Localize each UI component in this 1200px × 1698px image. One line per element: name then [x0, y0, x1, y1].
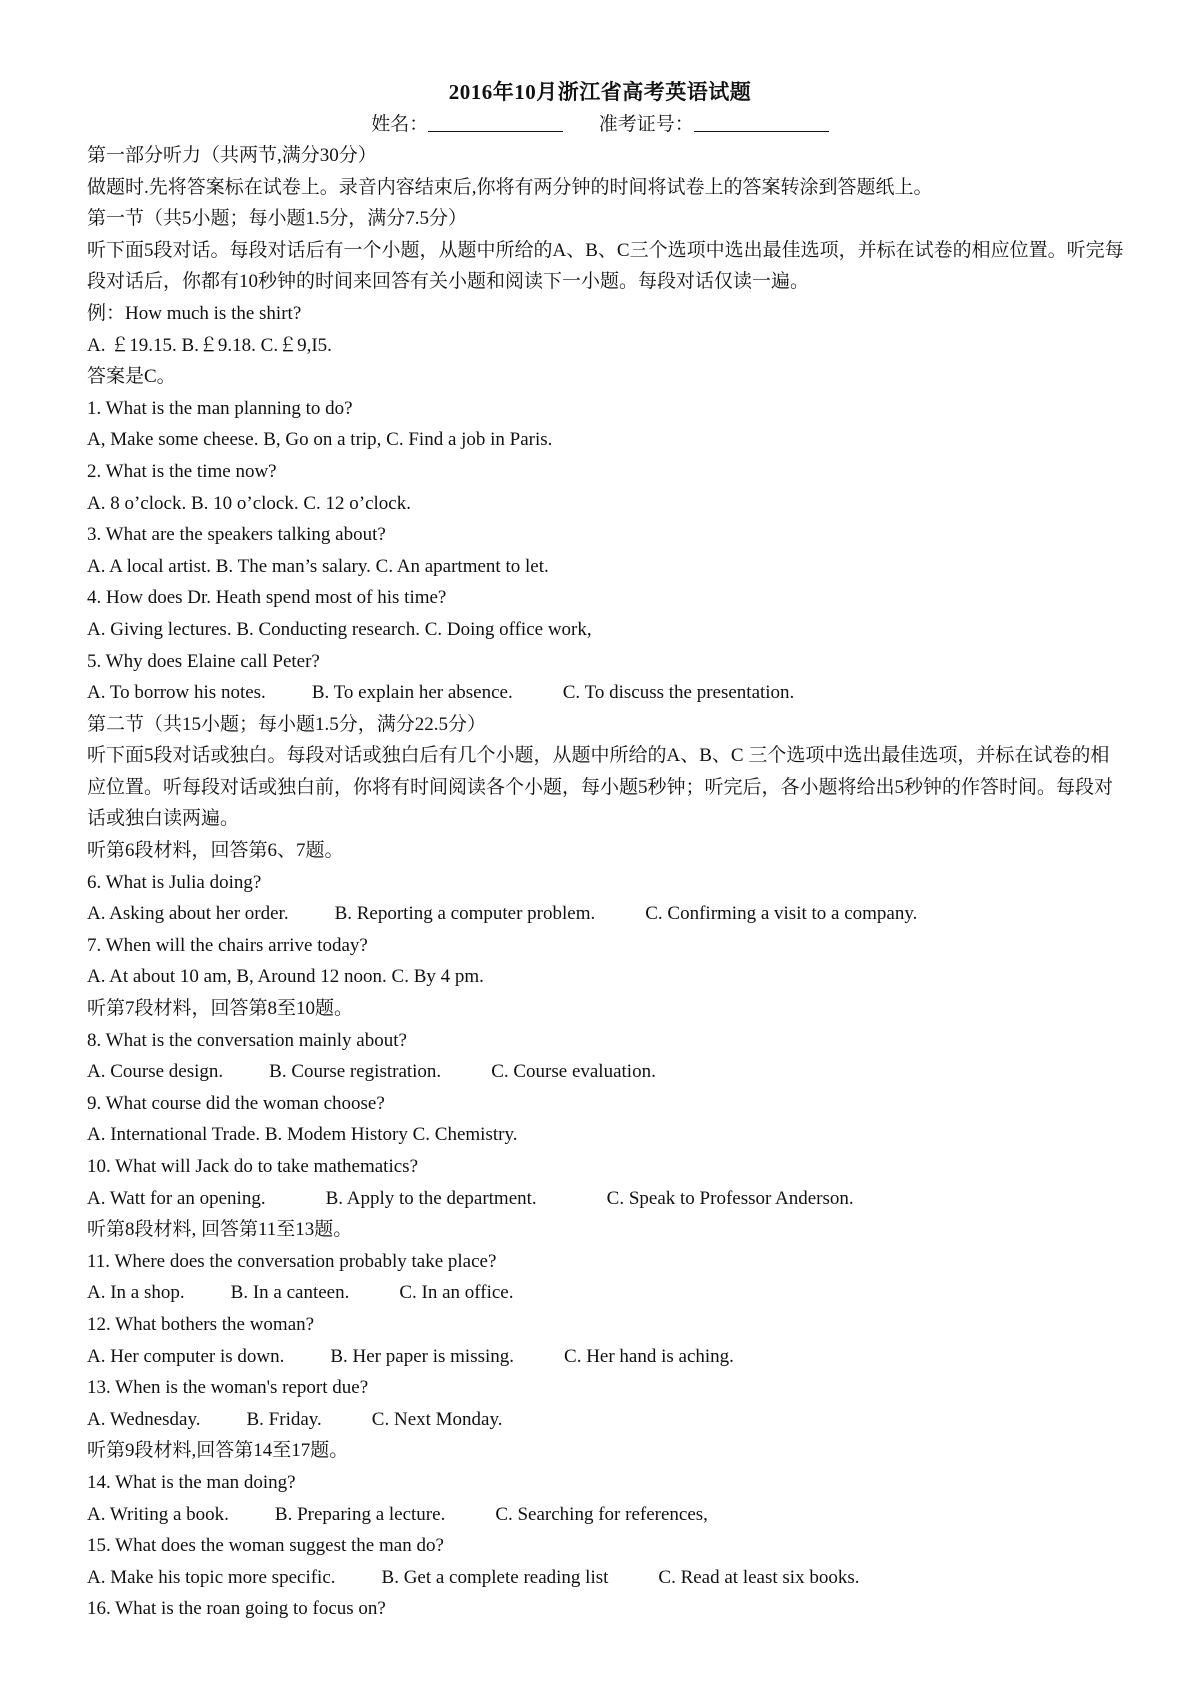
part-instruction: 做题时.先将答案标在试卷上。录音内容结束后,你将有两分钟的时间将试卷上的答案转涂到答题纸上。	[87, 176, 933, 198]
question-text: 2. What is the time now?	[87, 460, 277, 482]
answer-option: B. In a canteen.	[230, 1282, 350, 1304]
answer-option: B. Preparing a lecture.	[274, 1503, 446, 1525]
option-row	[87, 1404, 1127, 1436]
question-text: 16. What is the roan going to focus on?	[87, 1598, 386, 1620]
answer-option: C. Next Monday.	[371, 1408, 503, 1430]
answer-option: C. Confirming a visit to a company.	[645, 903, 918, 925]
option-row	[87, 1341, 1127, 1373]
question-text: 1. What is the man planning to do?	[87, 397, 353, 419]
question-text: 3. What are the speakers talking about?	[87, 524, 386, 546]
option-row	[87, 1277, 1127, 1309]
question-text: 9. What course did the woman choose?	[87, 1092, 385, 1114]
answer-option: B. Apply to the department.	[325, 1187, 537, 1209]
answer-option: A, Make some cheese. B, Go on a trip, C. Find a job in Paris.	[87, 429, 553, 451]
answer-option: B. Reporting a computer problem.	[334, 903, 596, 925]
question-text: 听第8段材料, 回答第11至13题。	[87, 1219, 353, 1241]
question-text: 4. How does Dr. Heath spend most of his time?	[87, 587, 447, 609]
answer-option: A. 8 o’clock. B. 10 o’clock. C. 12 o’clock.	[87, 492, 411, 514]
answer-option: C. To discuss the presentation.	[562, 682, 795, 704]
answer-option: C. Read at least six books.	[658, 1566, 860, 1588]
option-row	[87, 551, 1127, 583]
questions-section-2	[87, 835, 1127, 1625]
question-text: 12. What bothers the woman?	[87, 1313, 315, 1335]
answer-option: A. Make his topic more specific.	[87, 1566, 336, 1588]
question-text: 听第6段材料，回答第6、7题。	[87, 840, 344, 862]
id-label: 准考证号：	[598, 114, 694, 135]
answer-option: A. Watt for an opening.	[87, 1187, 266, 1209]
answer-option: C. In an office.	[399, 1282, 514, 1304]
section-heading: 第一节（共5小题；每小题1.5分，满分7.5分）	[87, 208, 468, 230]
section-heading: 第二节（共15小题；每小题1.5分，满分22.5分）	[87, 713, 487, 735]
answer-option: B. Course registration.	[269, 1061, 442, 1083]
option-row	[87, 614, 1127, 646]
examinee-info	[0, 109, 1200, 136]
option-row	[87, 424, 1127, 456]
answer-option: A. International Trade. B. Modem History C. Chemistry.	[87, 1124, 518, 1146]
answer-option: A. Writing a book.	[87, 1503, 229, 1525]
part-heading: 第一部分听力（共两节,满分30分）	[87, 145, 377, 166]
question-text: 听第7段材料，回答第8至10题。	[87, 998, 354, 1020]
answer-option: B. Get a complete reading list	[381, 1566, 609, 1588]
option-row	[87, 1119, 1127, 1151]
answer-option: B. To explain her absence.	[311, 682, 513, 704]
answer-option: C. Course evaluation.	[491, 1061, 656, 1083]
section-instruction: 听下面5段对话或独白。每段对话或独白后有几个小题，从题中所给的A、B、C 三个选项中选出最佳选项，并标在试卷的相应位置。听每段对话或独白前，你将有时间阅读各个小题，每小题5秒钟；听完后，各小题将给出5秒钟的作答时间。每段对话或独白读两遍。	[87, 745, 1114, 830]
example-question: 例：How much is the shirt?	[87, 302, 302, 324]
answer-option: C. Speak to Professor Anderson.	[606, 1187, 854, 1209]
answer-option: A. To borrow his notes.	[87, 682, 266, 704]
answer-option: B. Friday.	[246, 1408, 322, 1430]
option-row	[87, 1562, 1127, 1594]
example-answer: 答案是C。	[87, 366, 176, 388]
question-text: 8. What is the conversation mainly about?	[87, 1029, 407, 1051]
question-text: 14. What is the man doing?	[87, 1471, 296, 1493]
question-text: 5. Why does Elaine call Peter?	[87, 650, 320, 672]
answer-option: A. Wednesday.	[87, 1408, 201, 1430]
section-instruction: 听下面5段对话。每段对话后有一个小题，从题中所给的A、B、C三个选项中选出最佳选项，并标在试卷的相应位置。听完每段对话后，你都有10秒钟的时间来回答有关小题和阅读下一小题。每段对话仅读一遍。	[87, 239, 1124, 293]
question-text: 15. What does the woman suggest the man do?	[87, 1535, 444, 1557]
option-row	[87, 488, 1127, 520]
option-row	[87, 1183, 1127, 1215]
answer-option: A. A local artist. B. The man’s salary. C. An apartment to let.	[87, 555, 549, 577]
name-label: 姓名：	[371, 114, 429, 135]
option-row	[87, 677, 1127, 709]
answer-option: B. Her paper is missing.	[330, 1345, 515, 1367]
page-title: 2016年10月浙江省高考英语试题	[448, 80, 752, 104]
question-text: 13. When is the woman's report due?	[87, 1377, 369, 1399]
answer-option: A. At about 10 am, B, Around 12 noon. C. By 4 pm.	[87, 966, 484, 988]
answer-option: A. Asking about her order.	[87, 903, 289, 925]
answer-option: C. Her hand is aching.	[564, 1345, 734, 1367]
answer-option: A. In a shop.	[87, 1282, 185, 1304]
question-text: 7. When will the chairs arrive today?	[87, 934, 368, 956]
question-text: 11. Where does the conversation probably take place?	[87, 1250, 497, 1272]
exam-content	[87, 140, 1127, 1625]
example-options: A. ￡19.15. B.￡9.18. C.￡9,I5.	[87, 334, 332, 356]
question-text: 10. What will Jack do to take mathematics?	[87, 1156, 418, 1177]
questions-section-1	[87, 393, 1127, 709]
question-text: 6. What is Julia doing?	[87, 871, 262, 893]
answer-option: A. Course design.	[87, 1061, 224, 1083]
option-row	[87, 1056, 1127, 1088]
id-blank[interactable]	[694, 113, 829, 132]
option-row	[87, 961, 1127, 993]
answer-option: A. Giving lectures. B. Conducting research. C. Doing office work,	[87, 618, 592, 640]
option-row	[87, 898, 1127, 930]
option-row	[87, 1499, 1127, 1531]
name-blank[interactable]	[428, 113, 563, 132]
question-text: 听第9段材料,回答第14至17题。	[87, 1440, 349, 1462]
answer-option: C. Searching for references,	[495, 1503, 708, 1525]
answer-option: A. Her computer is down.	[87, 1345, 285, 1367]
